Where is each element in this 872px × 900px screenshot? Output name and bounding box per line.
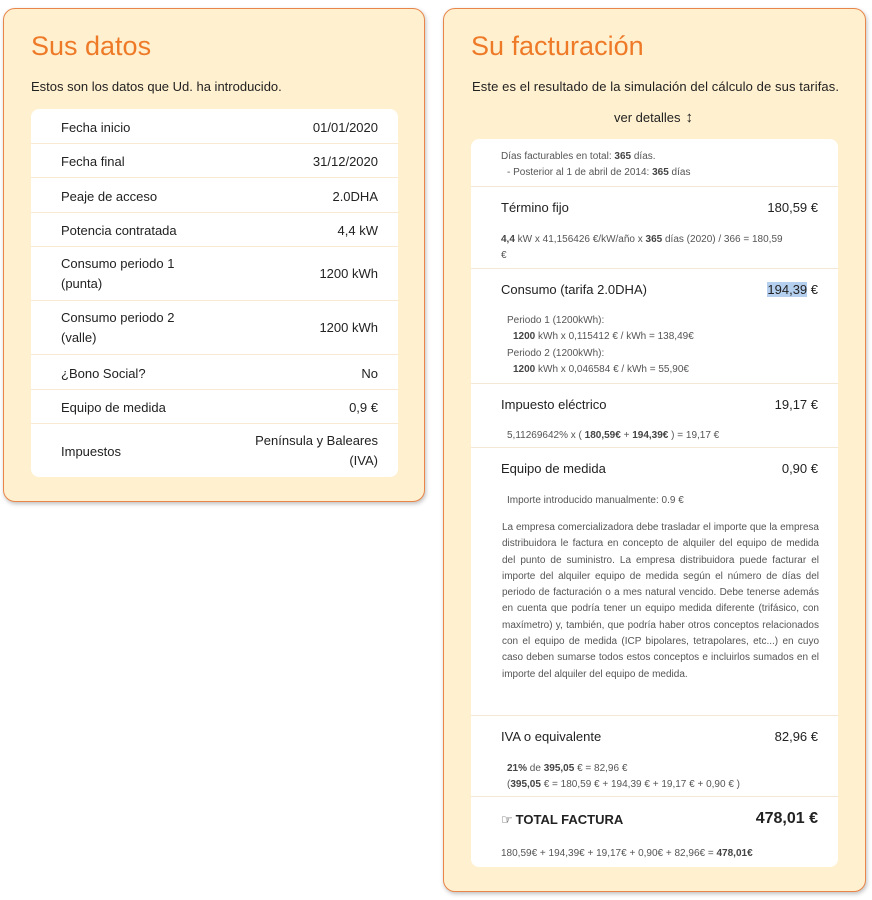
consumo-amount	[767, 282, 818, 297]
consumo-periodo-1-detail	[513, 329, 694, 345]
consumo-section	[471, 269, 838, 384]
text: días	[668, 167, 691, 178]
consumo-periodo-2-title: Periodo 2 (1200kWh):	[507, 348, 605, 359]
facturacion-card	[471, 139, 838, 867]
data-row-equipo	[31, 390, 398, 424]
label-line: (valle)	[61, 330, 97, 345]
data-row-label: Potencia contratada	[61, 223, 177, 238]
data-row-label: Fecha final	[61, 154, 125, 169]
text: 4,4	[501, 234, 515, 245]
dias-total-text	[501, 149, 656, 165]
impuesto-electrico-section	[471, 384, 838, 448]
termino-fijo-amount: 180,59 €	[767, 200, 818, 215]
ver-detalles-label: ver detalles	[614, 110, 681, 125]
text: 1200	[513, 364, 536, 375]
text: 1200	[513, 331, 536, 342]
data-row-consumo-p2	[31, 301, 398, 355]
equipo-medida-section	[471, 448, 838, 716]
text: de	[527, 763, 544, 774]
sus-datos-panel	[3, 8, 425, 502]
total-factura-label	[501, 812, 623, 828]
text: 21%	[507, 763, 528, 774]
data-row-value: No	[361, 366, 378, 381]
label-line: (punta)	[61, 276, 103, 291]
text: 365	[652, 167, 669, 178]
consumo-periodo-2-detail	[513, 362, 689, 378]
data-row-label: ¿Bono Social?	[61, 366, 146, 381]
data-row-label	[61, 254, 174, 294]
text: kWh x 0,046584 € / kWh = 55,90€	[535, 364, 689, 375]
dias-posterior-text	[507, 165, 690, 181]
text: 5,11269642% x (	[507, 430, 585, 441]
consumo-periodo-1-title: Periodo 1 (1200kWh):	[507, 315, 605, 326]
dias-facturables-section	[471, 139, 838, 187]
sus-datos-intro: Estos son los datos que Ud. ha introducido.	[31, 79, 282, 94]
text: (	[507, 779, 511, 790]
data-row-value: 4,4 kW	[337, 223, 378, 238]
impuesto-electrico-amount: 19,17 €	[774, 397, 818, 412]
text: 365	[614, 151, 632, 162]
iva-amount: 82,96 €	[774, 729, 818, 744]
consumo-label: Consumo (tarifa 2.0DHA)	[501, 282, 647, 297]
equipo-medida-description: La empresa comercializadora debe trasladar el importe que la empresa distribuidora le factura en concepto de alquiler del equipo de medida del punto de suministro. La empresa distribuidora puede facturar el importe del alquiler equipo de medida según el número de días del periodo de facturación o a mes natural vencido. Debe tenerse además en cuenta que podría tener un equipo medida diferente (trifásico, con maxímetro) y, también, que podría haber otros conceptos relacionados con el equipo de medida (ICP bipolares, tetrapolares, etc...) en cuyo caso deben sumarse todos estos conceptos e incluirlos sumados en el importe del alquiler del equipo de medida.	[502, 522, 819, 680]
data-row-value: 1200 kWh	[319, 266, 378, 281]
value-line: (IVA)	[349, 453, 378, 468]
iva-section	[471, 716, 838, 797]
text: kWh x 0,115412 € / kWh = 138,49€	[535, 331, 694, 342]
text: kW x 41,156426 €/kW/año x	[514, 234, 646, 245]
label-line: Consumo periodo 2	[61, 310, 175, 325]
data-row-fecha-inicio	[31, 109, 398, 144]
pointing-hand-icon: ☞	[501, 812, 513, 827]
text: ) = 19,17 €	[668, 430, 720, 441]
termino-fijo-detail	[501, 232, 821, 264]
text: 180,59€ + 194,39€ + 19,17€ + 0,90€ + 82,96€ =	[501, 848, 717, 859]
ver-detalles-link[interactable]	[614, 109, 693, 126]
text: 395,05	[510, 779, 541, 790]
data-row-value: 01/01/2020	[312, 120, 378, 135]
text: 365	[645, 234, 663, 245]
text: +	[620, 430, 633, 441]
data-row-fecha-final	[31, 144, 398, 178]
data-row-label: Equipo de medida	[61, 400, 166, 415]
iva-base-detail	[507, 777, 740, 793]
impuesto-electrico-label: Impuesto eléctrico	[501, 397, 607, 412]
text: días.	[631, 151, 656, 162]
data-row-value	[255, 431, 378, 471]
data-row-label: Fecha inicio	[61, 120, 131, 135]
expand-arrows-icon: ↕	[685, 109, 693, 126]
data-row-value: 1200 kWh	[319, 320, 378, 335]
data-row-impuestos	[31, 424, 398, 477]
text: € = 82,96 €	[574, 763, 628, 774]
data-row-label	[61, 308, 174, 348]
text: TOTAL FACTURA	[515, 812, 624, 827]
value-line: Península y Baleares	[255, 433, 378, 448]
equipo-medida-manual: Importe introducido manualmente: 0.9 €	[507, 495, 684, 506]
impuesto-electrico-detail	[507, 428, 719, 444]
text: € = 180,59 € + 194,39 € + 19,17 € + 0,90 € )	[540, 779, 740, 790]
text: Días facturables en total:	[501, 151, 615, 162]
sus-datos-title: Sus datos	[31, 31, 152, 61]
text: 194,39€	[632, 430, 669, 441]
data-row-consumo-p1	[31, 247, 398, 301]
termino-fijo-label: Término fijo	[501, 200, 569, 215]
data-row-label: Impuestos	[61, 444, 121, 459]
text: €	[807, 282, 818, 297]
equipo-medida-label: Equipo de medida	[501, 461, 606, 476]
data-row-label: Peaje de acceso	[61, 189, 158, 204]
termino-fijo-section	[471, 187, 838, 269]
total-factura-sum	[501, 846, 753, 862]
iva-label: IVA o equivalente	[501, 729, 602, 744]
sus-datos-card	[31, 109, 398, 477]
equipo-medida-amount: 0,90 €	[781, 461, 818, 476]
su-facturacion-title: Su facturación	[471, 31, 644, 61]
label-line: Consumo periodo 1	[61, 256, 175, 271]
su-facturacion-panel	[443, 8, 866, 892]
consumo-amount-highlight: 194,39	[767, 282, 808, 297]
data-row-bono-social	[31, 355, 398, 390]
data-row-value: 0,9 €	[349, 400, 378, 415]
text: - Posterior al 1 de abril de 2014:	[507, 167, 653, 178]
text: días (2020) / 366 = 180,59	[662, 234, 783, 245]
text: €	[501, 250, 507, 261]
data-row-peaje	[31, 178, 398, 213]
su-facturacion-intro: Este es el resultado de la simulación del cálculo de sus tarifas.	[472, 79, 840, 94]
total-factura-amount: 478,01 €	[755, 810, 818, 827]
iva-detail	[507, 761, 627, 777]
text: 180,59€	[584, 430, 621, 441]
text: 395,05	[543, 763, 575, 774]
data-row-potencia	[31, 213, 398, 247]
total-factura-section	[471, 797, 838, 867]
data-row-value: 2.0DHA	[332, 189, 378, 204]
data-row-value: 31/12/2020	[312, 154, 378, 169]
text: 478,01€	[716, 848, 753, 859]
